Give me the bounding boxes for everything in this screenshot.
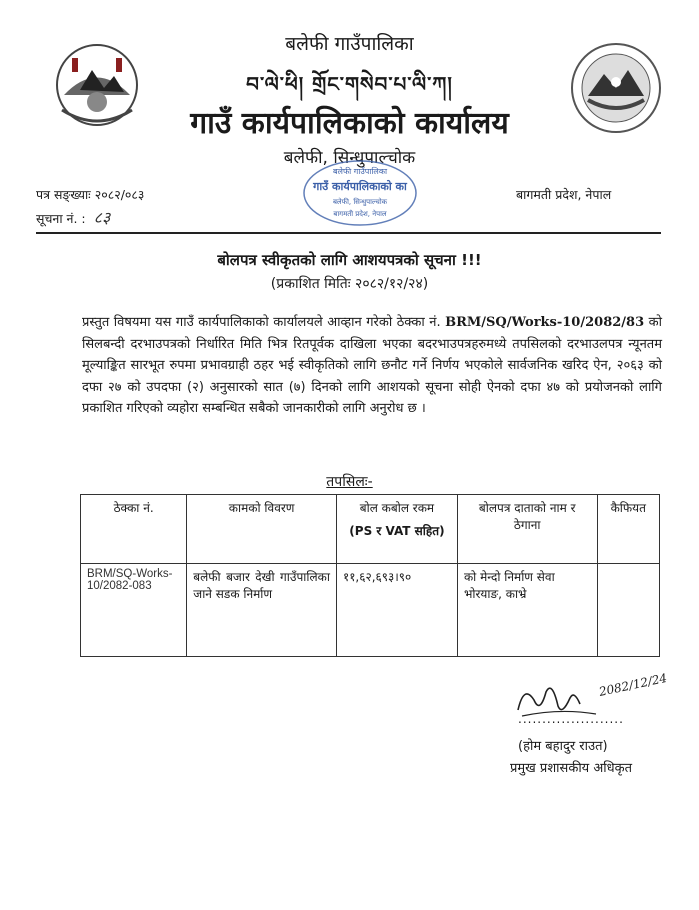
header-amount [336,495,457,564]
office-location: बलेफी, सिन्धुपाल्चोक [283,148,416,168]
signatory-title: प्रमुख प्रशासकीय अधिकृत [510,761,633,776]
cell-bidder: को मेन्दो निर्माण सेवा भोरयाङ, काभ्रे [457,564,597,657]
table-row [81,564,660,657]
header-description: कामको विवरण [187,495,337,564]
office-title: गाउँ कार्यपालिकाको कार्यालय [190,106,509,141]
table-header-row [81,495,660,564]
tibetan-name: བ་ལེ་ཕི། གྲོང་གསེབ་པ་ལི་ཀ། [246,72,453,96]
notice-body [82,312,662,420]
cell-amount: ११,६२,६९३।९० [336,564,457,657]
details-label: तपसिलः- [326,474,373,490]
header-divider [36,232,661,234]
signature-date: 2082/12/24 [597,670,669,699]
cell-description: बलेफी बजार देखी गाउँपालिका जाने सडक निर्माण [187,564,337,657]
header-amount-label: बोल कबोल रकम [359,501,435,515]
official-stamp [300,158,420,228]
reference-label: पत्र सङ्ख्याः [36,187,91,202]
signatory-name: (होम बहादुर राउत) [518,739,608,754]
stamp-text-3: बलेफी, सिन्धुपाल्चोक [332,198,388,206]
publication-date: (प्रकाशित मितिः २०८२/१२/२४) [270,276,429,292]
body-text-pre: प्रस्तुत विषयमा यस गाउँ कार्यपालिकाको कार्यालयले आव्हान गरेको ठेक्का नं. [82,315,441,330]
notice-number [36,206,110,228]
signature-line: ...................... [518,712,624,726]
cell-contract-no: BRM/SQ-Works-10/2082-083 [81,564,187,657]
municipality-name: बलेफी गाउँपालिका [285,33,414,55]
notice-number-value: ८३ [93,208,111,227]
stamp-text-4: बागमती प्रदेश, नेपाल [333,210,387,218]
bid-details-table [80,494,660,657]
cell-remarks [597,564,659,657]
notice-number-label: सूचना नं. : [36,211,86,226]
notice-title: बोलपत्र स्वीकृतको लागि आशयपत्रको सूचना !!! [217,251,482,269]
header-amount-note: (PS र VAT सहित) [349,524,445,538]
contract-reference: BRM/SQ/Works-10/2082/83 [445,315,645,330]
header-bidder: बोलपत्र दाताको नाम र ठेगाना [457,495,597,564]
stamp-text-1: बलेफी गाउँपालिका [332,167,388,176]
letter-reference [36,186,144,203]
stamp-text-2: गाउँ कार्यपालिकाको का [313,180,407,193]
province-label: बागमती प्रदेश, नेपाल [516,187,612,202]
body-text-post: को सिलबन्दी दरभाउपत्रको निर्धारित मिति भित्र रितपूर्वक दाखिला भएका बदरभाउपत्रहरुमध्ये तपसिलको दरभाउलपत्र न्यूनतम मूल्याङ्कित सारभूत रुपमा प्रभावग्राही ठहर भई स्वीकृतिको लागि छनौट गर्ने निर्णय भएकोले सार्वजनिक खरिद ऐन, २०६३ को दफा २७ को उपदफा (२) अनुसारको सात (७) दिनको लागि आशयको सूचना सोही ऐनको दफा ४७ को प्रयोजनको लागि प्रकाशित गरिएको व्यहोरा सम्बन्धित सबैको जानकारीको लागि अनुरोध छ । [82,315,662,416]
reference-value: २०८२/०८३ [94,187,145,202]
header-remarks: कैफियत [597,495,659,564]
header-contract-no: ठेक्का नं. [81,495,187,564]
